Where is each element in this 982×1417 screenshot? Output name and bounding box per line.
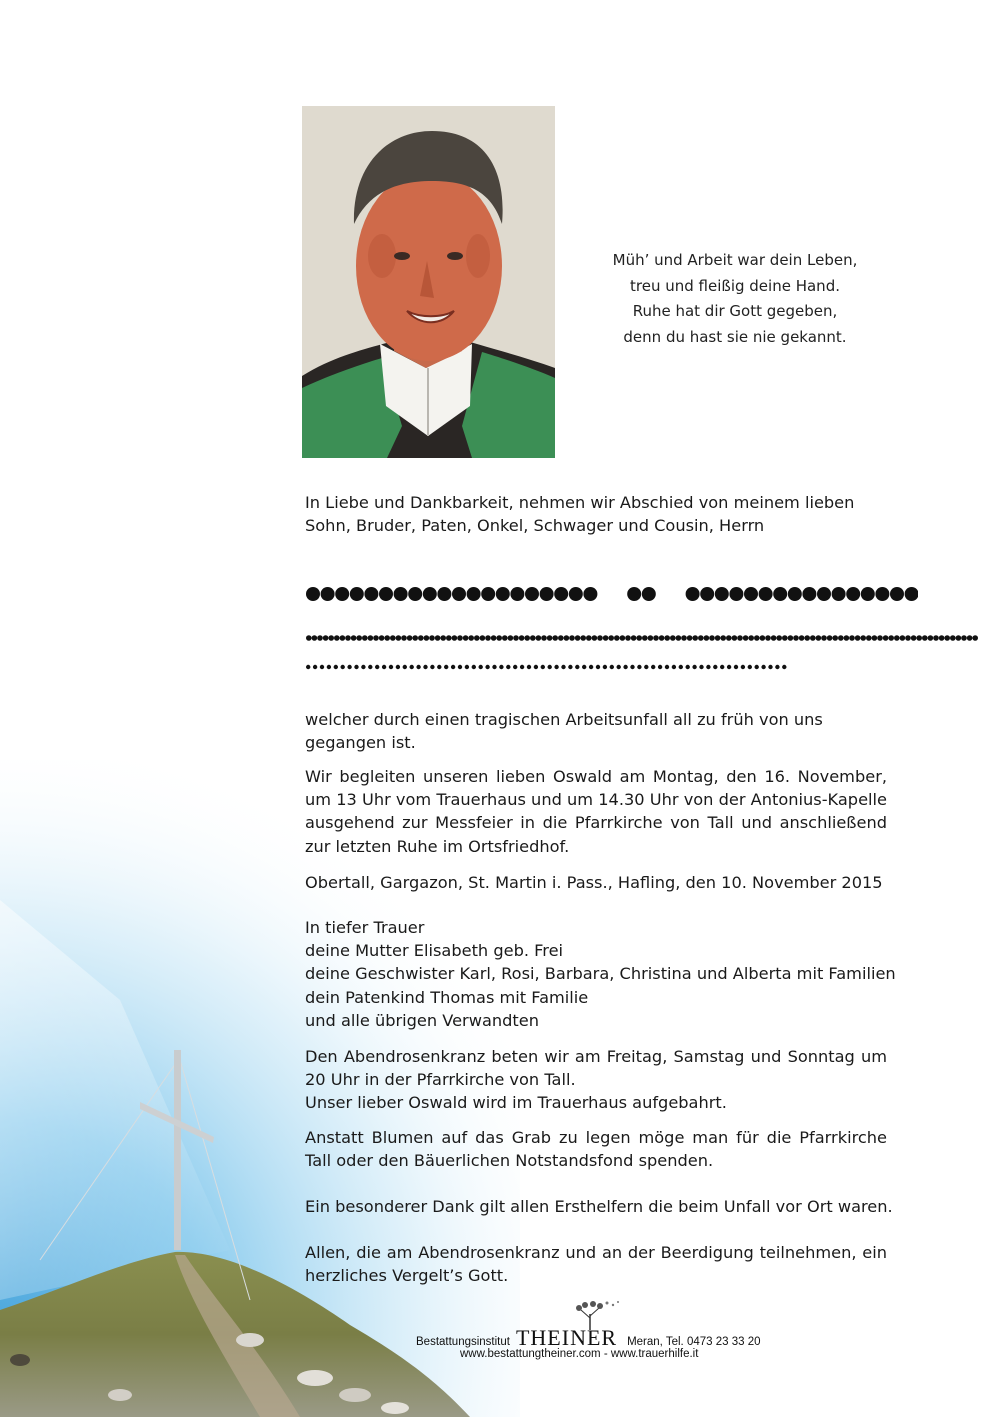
redacted-details bbox=[306, 662, 790, 672]
mourners-line: In tiefer Trauer bbox=[305, 918, 425, 937]
passing-paragraph: welcher durch einen tragischen Arbeitsunfall all zu früh von uns gegangen ist. bbox=[305, 710, 823, 753]
intro-paragraph: In Liebe und Dankbarkeit, nehmen wir Abschied von meinem lieben Sohn, Bruder, Paten, Onkel, Schwager und Cousin, Herrn bbox=[305, 493, 855, 536]
place-date: Obertall, Gargazon, St. Martin i. Pass., Hafling, den 10. November 2015 bbox=[305, 873, 883, 892]
mourners-line: dein Patenkind Thomas mit Familie bbox=[305, 987, 589, 1007]
mourners-list bbox=[305, 916, 896, 1032]
rosary-text-2: Unser lieber Oswald wird im Trauerhaus aufgebahrt. bbox=[305, 1093, 727, 1113]
poem bbox=[590, 248, 880, 350]
mourners-line: deine Geschwister Karl, Rosi, Barbara, Christina und Alberta mit Familien bbox=[305, 964, 896, 984]
rosary-paragraph bbox=[305, 1045, 887, 1115]
portrait-photo bbox=[302, 106, 555, 458]
footer-websites: www.bestattungtheiner.com - www.trauerhilfe.it bbox=[460, 1348, 699, 1360]
redacted-dates bbox=[306, 633, 982, 643]
poem-line: treu und fleißig deine Hand. bbox=[630, 276, 840, 295]
footer-brand: THEINER bbox=[515, 1325, 618, 1350]
poem-line: Müh’ und Arbeit war dein Leben, bbox=[612, 251, 858, 269]
poem-line: denn du hast sie nie gekannt. bbox=[623, 327, 847, 346]
redacted-name bbox=[306, 583, 918, 605]
closing-paragraph: Allen, die am Abendrosenkranz und an der Beerdigung teilnehmen, ein herzliches Vergelt’s Gott. bbox=[305, 1243, 887, 1286]
funeral-paragraph: Wir begleiten unseren lieben Oswald am Montag, den 16. November, um 13 Uhr vom Trauerhaus und um 14.30 Uhr von der Antonius-Kapelle ausgehend zur Messfeier in die Pfarrkirche von Tall und anschließend zur letzten Ruhe im Ortsfriedhof. bbox=[305, 767, 887, 856]
footer-institute: Bestattungsinstitut bbox=[416, 1336, 510, 1348]
rosary-text: Den Abendrosenkranz beten wir am Freitag, Samstag und Sonntag um 20 Uhr in der Pfarrkirche von Tall. bbox=[305, 1047, 887, 1090]
poem-line: Ruhe hat dir Gott gegeben, bbox=[632, 302, 838, 320]
thanks-paragraph: Ein besonderer Dank gilt allen Ersthelfern die beim Unfall vor Ort waren. bbox=[305, 1197, 893, 1216]
funeral-home-footer bbox=[300, 1300, 880, 1370]
mourners-line: deine Mutter Elisabeth geb. Frei bbox=[305, 941, 564, 961]
footer-phone: Meran, Tel. 0473 23 33 20 bbox=[627, 1336, 761, 1348]
donation-paragraph: Anstatt Blumen auf das Grab zu legen möge man für die Pfarrkirche Tall oder den Bäuerlichen Notstandsfond spenden. bbox=[305, 1128, 887, 1171]
mourners-line: und alle übrigen Verwandten bbox=[305, 1010, 539, 1030]
